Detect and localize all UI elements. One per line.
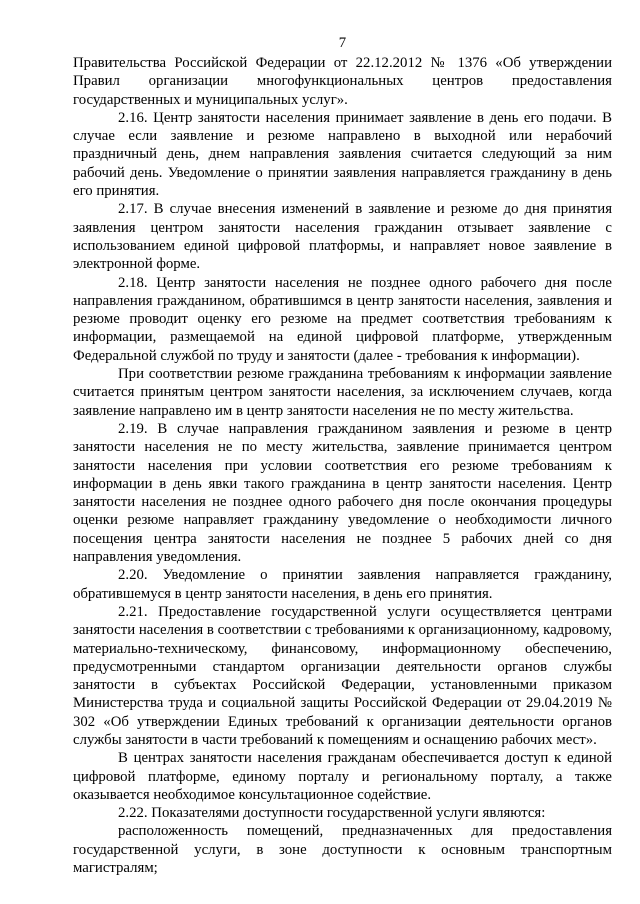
paragraph-2-20: 2.20. Уведомление о принятии заявления направляется гражданину, обратившемуся в центр занятости населения, в день его принятия. — [73, 567, 612, 602]
paragraph-resume-compliance: При соответствии резюме гражданина требованиям к информации заявление считается принятым центром занятости населения, за исключением случаев, когда заявление направлено им в центр занятости населения не по месту жительства. — [73, 366, 612, 419]
paragraph-2-21: 2.21. Предоставление государственной услуги осуществляется центрами занятости населения в соответствии с требованиями к организационному, кадровому, материально-техническому, финансовому, информационному обеспечению, предусмотренными стандартом организации деятельности органов службы занятости в субъектах Российской Федерации, установленными приказом Министерства труда и социальной защиты Российской Федерации от 29.04.2019 № 302 «Об утверждении Единых требований к организации деятельности органов службы занятости в части требований к помещениям и оснащению рабочих мест». — [73, 603, 612, 748]
page-number: 7 — [338, 35, 347, 51]
paragraph-2-22: 2.22. Показателями доступности государственной услуги являются: — [118, 805, 546, 822]
paragraph-2-18: 2.18. Центр занятости населения не позднее одного рабочего дня после направления гражданином, обратившимся в центр занятости населения, заявления и резюме проводит оценку его резюме на предмет соответствия требованиям к информации, размещаемой на единой цифровой платформе, утвержденным Федеральной службой по труду и занятости (далее - требования к информации). — [73, 274, 612, 364]
paragraph-access-platform: В центрах занятости населения гражданам обеспечивается доступ к единой цифровой платформе, единому порталу и региональному порталу, а также оказывается необходимое консультационное содействие. — [73, 750, 612, 803]
document-body — [73, 54, 612, 877]
paragraph-continuation: Правительства Российской Федерации от 22.12.2012 № 1376 «Об утверждении Правил организации многофункциональных центров предоставления государственных и муниципальных услуг». — [73, 55, 612, 108]
paragraph-2-16: 2.16. Центр занятости населения принимает заявление в день его подачи. В случае если заявление и резюме направлено в выходной или нерабочий праздничный день, днем направления заявления считается следующий за ним рабочий день. Уведомление о принятии заявления направляется гражданину в день его принятия. — [73, 109, 612, 200]
paragraph-premises-location: расположенность помещений, предназначенных для предоставления государственной услуги, в зоне доступности к основным транспортным магистралям; — [73, 823, 612, 877]
paragraph-2-19: 2.19. В случае направления гражданином заявления и резюме в центр занятости населения не по месту жительства, заявление принимается центром занятости населения при условии соответствия его резюме требованиям к информации в день явки такого гражданина в центр занятости населения. Центр занятости населения не позднее одного рабочего дня после окончания процедуры оценки резюме направляет гражданину уведомление о необходимости личного посещения центра занятости населения не позднее 5 рабочих дней со дня направления уведомления. — [73, 420, 612, 566]
paragraph-2-17: 2.17. В случае внесения изменений в заявление и резюме до дня принятия заявления центром занятости населения гражданин отзывает заявление с использованием единой цифровой платформы, и направляет новое заявление в электронной форме. — [73, 201, 612, 273]
